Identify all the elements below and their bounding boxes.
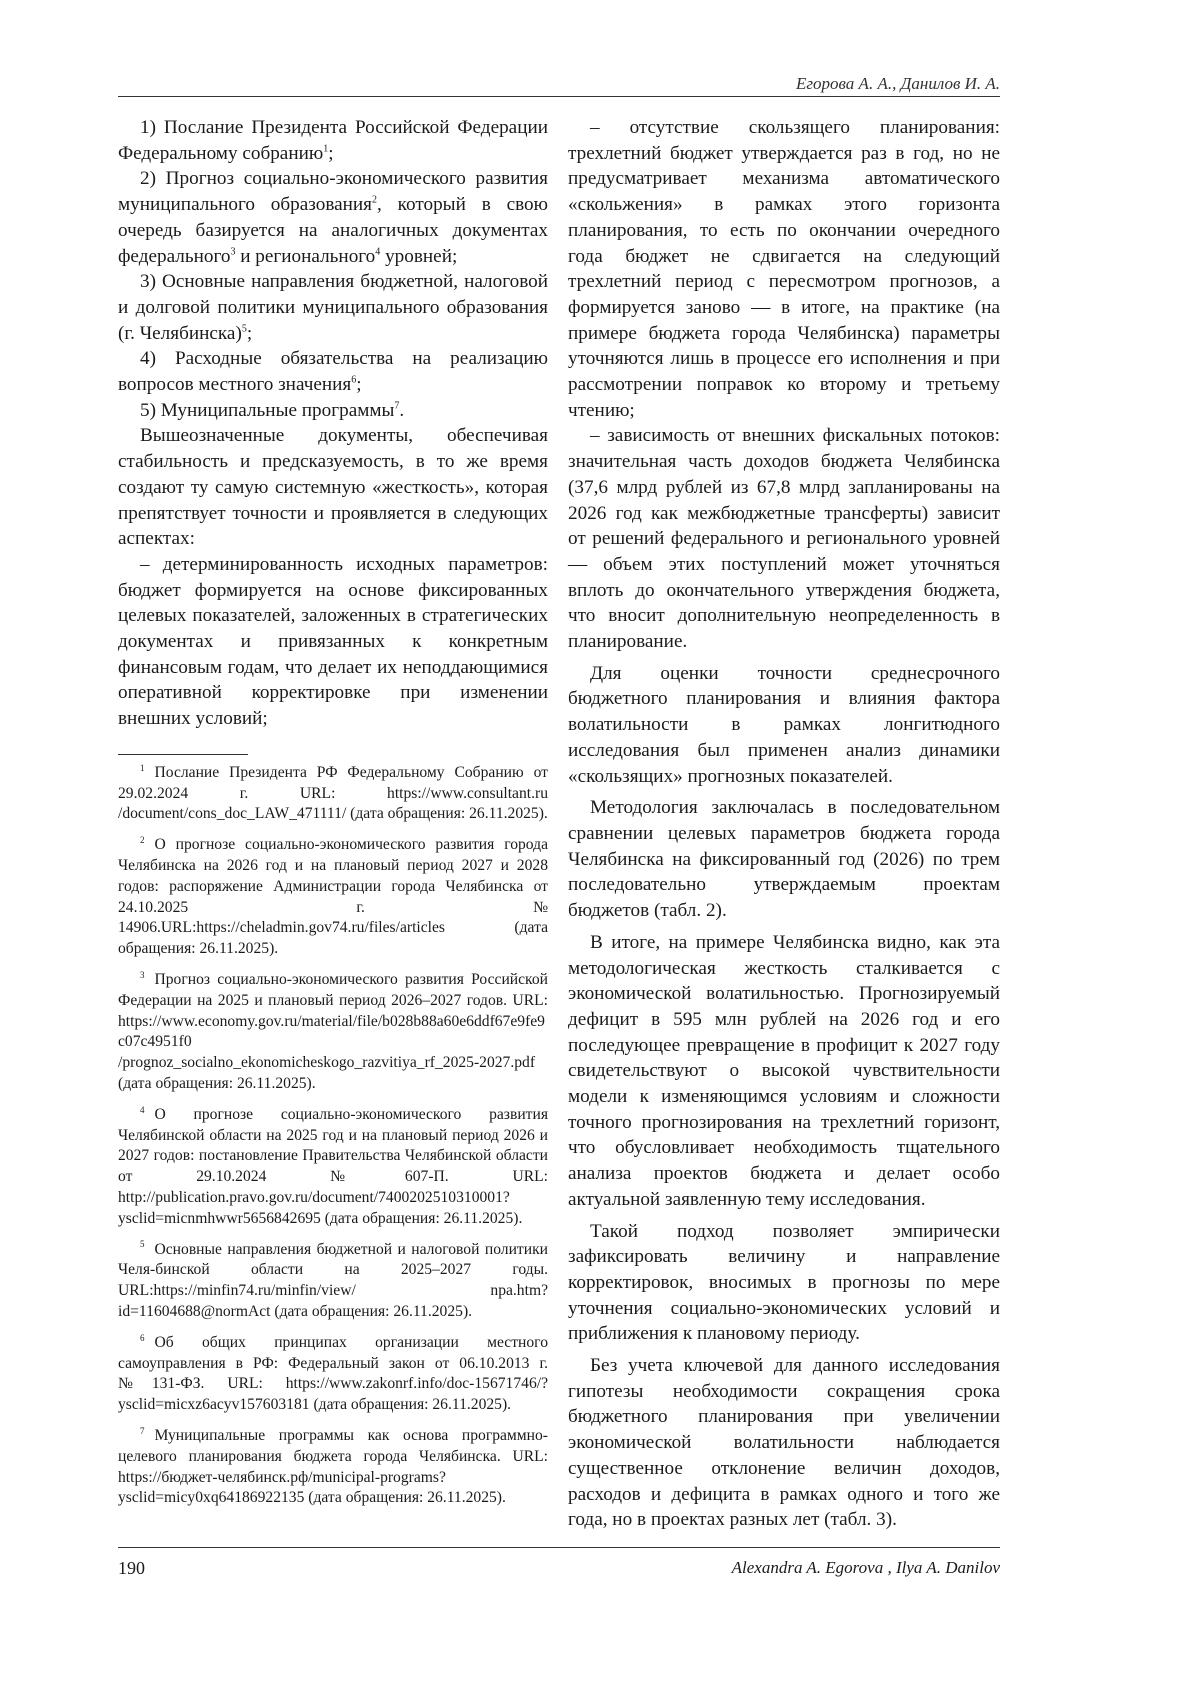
paragraph: – детерминированность исходных параметров: бюджет формируется на основе фиксированных целевых показателей, заложенных в стратегических документах и привязанных к конкретным финансовым годам, что делает их неподдающимися оперативной корректировке при изменении внешних условий;: [118, 553, 548, 730]
paragraph: 3) Основные направления бюджетной, налоговой и долговой политики муниципального образования (г. Челябинска)$^5$;: [118, 271, 548, 344]
page-number: 190: [118, 1557, 145, 1578]
paragraph: Такой подход позволяет эмпирически зафиксировать величину и направление корректировок, вносимых в прогнозы по мере уточнения социально-экономических условий и приближения к плановому периоду.: [568, 1220, 1000, 1345]
page-body: [118, 0, 1000, 1588]
paragraph: Методология заключалась в последовательном сравнении целевых параметров бюджета города Челябинска на фиксированный год (2026) по трем последовательно утверждаемым проектам бюджетов (табл. 2).: [568, 797, 1000, 922]
columns: [118, 115, 1000, 1533]
running-footer: [118, 1547, 1000, 1588]
paragraph: – зависимость от внешних фискальных потоков: значительная часть доходов бюджета Челябинска (37,6 млрд рублей из 67,8 млрд запланированы на 2026 год как межбюджетные трансферты) зависит от решений федерального и регионального уровней — объем этих поступлений может уточняться вплоть до окончательного утверждения бюджета, что вносит дополнительную неопределенность в планирование.: [568, 425, 1000, 653]
footnote: $^3$ Прогноз социально-экономического развития Российской Федерации на 2025 и плановый период 2026–2027 годов. URL: https://www.economy.gov.ru/material/file/b028b88a60e6ddf67e9fe9c07c4951f0 /prognoz_socialno_ekonomicheskogo_razvitiya_rf_2025-2027.pdf (дата обращения: 26.11.2025).: [118, 969, 548, 1093]
paragraph: Без учета ключевой для данного исследования гипотезы необходимости сокращения срока бюджетного планирования при увеличении экономической волатильности наблюдается существенное отклонение величин доходов, расходов и дефицита в рамках одного и того же года, но в проектах разных лет (табл. 3).: [568, 1355, 1000, 1531]
footnote: $^1$ Послание Президента РФ Федеральному Собранию от 29.02.2024 г. URL: https://www.consultant.ru /document/cons_doc_LAW_471111/ (дата обращения: 26.11.2025).: [118, 762, 548, 823]
paragraph: 5) Муниципальные программы$^7$.: [140, 399, 405, 421]
paragraph: Вышеозначенные документы, обеспечивая стабильность и предсказуемость, в то же время создают ту самую системную «жесткость», которая препятствует точности и проявляется в следующих аспектах:: [118, 425, 548, 550]
header-authors: Егорова А. А., Данилов И. А.: [796, 74, 1000, 93]
footnote: $^6$ Об общих принципах организации местного самоуправления в РФ: Федеральный закон от 06.10.2013 г. №131-ФЗ. URL: https://www.zakonrf.info/doc-15671746/?ysclid=micxz6acyv157603181 (дата обращения: 26.11.2025).: [118, 1332, 548, 1414]
footnote: $^7$ Муниципальные программы как основа программно-целевого планирования бюджета города Челябинска. URL: https://бюджет-челябинск.рф/municipal-programs?ysclid=micy0xq64186922135 (дата обращения: 26.11.2025).: [118, 1425, 548, 1507]
footer-authors: Alexandra A. Egorova , Ilya A. Danilov: [731, 1557, 1000, 1577]
footnote-separator: [118, 754, 248, 755]
paragraph: 2) Прогноз социально-экономического развития муниципального образования$^2$, который в свою очередь базируется на аналогичных документах федерального$^3$ и регионального$^4$ уровней;: [118, 168, 548, 267]
left-column: [118, 115, 548, 1519]
paragraph: Для оценки точности среднесрочного бюджетного планирования и влияния фактора волатильности в рамках лонгитюдного исследования был применен анализ динамики «скользящих» прогнозных показателей.: [568, 662, 1000, 787]
paragraph: – отсутствие скользящего планирования: трехлетний бюджет утверждается раз в год, но не предусматривает механизма автоматического «скольжения» в рамках этого горизонта планирования, то есть по окончании очередного года бюджет не сдвигается на следующий трехлетний период с пересмотром прогнозов, а формируется заново — в итоге, на практике (на примере бюджета города Челябинска) параметры уточняются лишь в процессе его исполнения и при рассмотрении поправок ко второму и третьему чтению;: [568, 117, 1000, 421]
right-column: [568, 115, 1000, 1533]
paragraph: 4) Расходные обязательства на реализацию вопросов местного значения$^6$;: [118, 348, 548, 396]
footnote: $^5$ Основные направления бюджетной и налоговой политики Челя-бинской области на 2025–2027 годы. URL:https://minfin74.ru/minfin/view/ npa.htm?id=11604688@normAct (дата обращения: 26.11.2025).: [118, 1239, 548, 1320]
footnote: $^4$ О прогнозе социально-экономического развития Челябинской области на 2025 год и на плановый период 2026 и 2027 годов: постановление Правительства Челябинской области от 29.10.2024 №607-П. URL: http://publication.pravo.gov.ru/document/7400202510310001?ysclid=micnmhwwr5656842695 (дата обращения: 26.11.2025).: [118, 1104, 548, 1227]
paragraph: 1) Послание Президента Российской Федерации Федеральному собранию$^1$;: [118, 117, 548, 164]
paragraph: В итоге, на примере Челябинска видно, как эта методологическая жесткость сталкивается с экономической волатильностью. Прогнозируемый дефицит в 595 млн рублей на 2026 год и его последующее превращение в профицит к 2027 году свидетельствуют о высокой чувствительности модели к изменяющимся условиям и сложности точного прогнозирования на трехлетний горизонт, что обусловливает необходимость тщательного анализа проектов бюджета и делает особо актуальной заявленную тему исследования.: [568, 931, 1000, 1210]
footnote: $^2$ О прогнозе социально-экономического развития города Челябинска на 2026 год и на плановый период 2027 и 2028 годов: распоряжение Администрации города Челябинска от 24.10.2025 г. № 14906.URL:https://cheladmin.gov74.ru/files/articles (дата обращения: 26.11.2025).: [118, 835, 548, 958]
